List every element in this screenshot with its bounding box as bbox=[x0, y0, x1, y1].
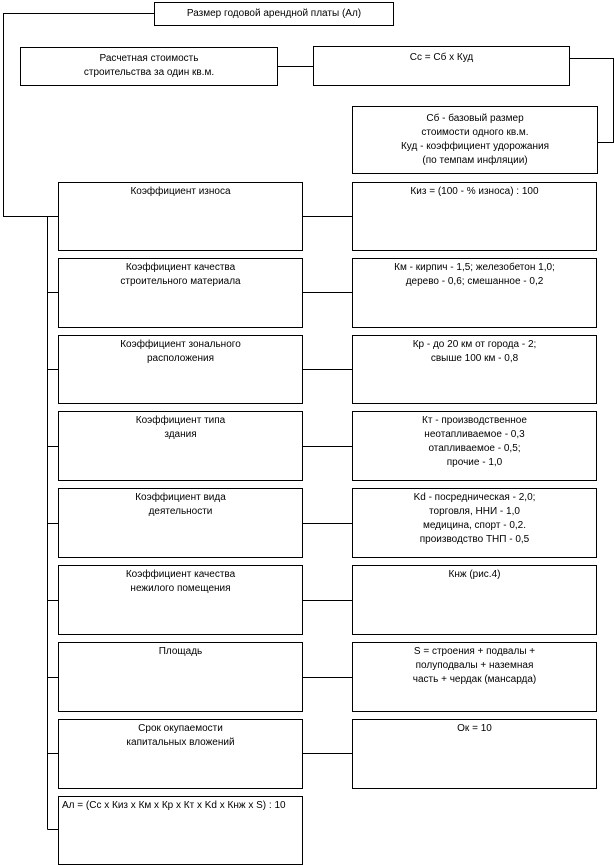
base-cost-line-4: (по темпам инфляции) bbox=[422, 155, 528, 166]
payback-desc: Ок = 10 bbox=[457, 723, 492, 734]
result-formula-box bbox=[58, 796, 303, 865]
coef-building-desc-box bbox=[352, 411, 597, 481]
annual-rent-label: Размер годовой арендной платы (Ал) bbox=[186, 8, 362, 19]
coef-wear-desc-box bbox=[352, 182, 597, 251]
payback-desc-box bbox=[352, 719, 597, 789]
coef-building-label-2: здания bbox=[164, 429, 197, 440]
area-desc-box bbox=[352, 642, 597, 712]
coef-building-box bbox=[58, 411, 303, 481]
coef-activity-desc-4: производство ТНП - 0,5 bbox=[419, 534, 530, 545]
construction-cost-box bbox=[20, 47, 278, 86]
payback-label-2: капитальных вложений bbox=[126, 737, 235, 748]
coef-zone-desc-2: свыше 100 км - 0,8 bbox=[430, 353, 519, 364]
coef-premises-box bbox=[58, 565, 303, 635]
coef-building-label-1: Коэффициент типа bbox=[135, 415, 226, 426]
coef-building-desc-2: неотапливаемое - 0,3 bbox=[424, 429, 525, 440]
area-desc-3: часть + чердак (мансарда) bbox=[412, 674, 537, 685]
coef-premises-desc-box bbox=[352, 565, 597, 635]
coef-zone-desc-1: Кр - до 20 км от города - 2; bbox=[412, 339, 537, 350]
coef-building-desc-3: отапливаемое - 0,5; bbox=[428, 443, 521, 454]
base-cost-line-2: стоимости одного кв.м. bbox=[421, 127, 529, 138]
result-formula-text: Ал = (Сс х Киз х Км х Кр х Кт х Kd х Кнж х S) : 10 bbox=[62, 800, 286, 811]
area-desc-1: S = строения + подвалы + bbox=[413, 646, 536, 657]
construction-cost-line-2: строительства за один кв.м. bbox=[83, 67, 215, 78]
coef-building-desc-4: прочие - 1,0 bbox=[446, 457, 503, 468]
coef-zone-box bbox=[58, 335, 303, 404]
base-cost-line-3: Куд - коэффициент удорожания bbox=[400, 141, 549, 152]
cost-formula-text: Сс = Сб х Куд bbox=[409, 52, 474, 63]
annual-rent-box bbox=[154, 2, 394, 26]
coef-material-label-1: Коэффициент качества bbox=[125, 262, 236, 273]
base-cost-box bbox=[352, 106, 598, 174]
coef-building-desc-1: Кт - производственное bbox=[422, 415, 527, 426]
payback-label-1: Срок окупаемости bbox=[138, 723, 223, 734]
coef-material-desc-1: Км - кирпич - 1,5; железобетон 1,0; bbox=[394, 262, 555, 273]
construction-cost-line-1: Расчетная стоимость bbox=[99, 53, 199, 64]
coef-zone-label-1: Коэффициент зонального bbox=[120, 339, 241, 350]
coef-activity-desc-2: торговля, ННИ - 1,0 bbox=[429, 506, 520, 517]
coef-zone-label-2: расположения bbox=[146, 353, 215, 364]
coef-wear-box bbox=[58, 182, 303, 251]
area-desc-2: полуподвалы + наземная bbox=[415, 660, 534, 671]
payback-box bbox=[58, 719, 303, 789]
coef-premises-label-1: Коэффициент качества bbox=[125, 569, 236, 580]
base-cost-line-1: Сб - базовый размер bbox=[426, 113, 524, 124]
coef-wear-desc: Киз = (100 - % износа) : 100 bbox=[410, 186, 539, 197]
coef-material-desc-2: дерево - 0,6; смешанное - 0,2 bbox=[405, 276, 544, 287]
area-box bbox=[58, 642, 303, 712]
coef-activity-desc-3: медицина, спорт - 0,2. bbox=[422, 520, 527, 531]
coef-material-label-2: строительного материала bbox=[120, 276, 241, 287]
coef-premises-desc: Кнж (рис.4) bbox=[448, 569, 501, 580]
coef-activity-desc-box bbox=[352, 488, 597, 558]
coef-zone-desc-box bbox=[352, 335, 597, 404]
cost-formula-box bbox=[313, 46, 570, 86]
coef-material-box bbox=[58, 258, 303, 328]
coef-wear-label: Коэффициент износа bbox=[130, 186, 231, 197]
coef-activity-box bbox=[58, 488, 303, 558]
coef-material-desc-box bbox=[352, 258, 597, 328]
coef-activity-desc-1: Kd - посредническая - 2,0; bbox=[413, 492, 536, 503]
coef-activity-label-2: деятельности bbox=[148, 506, 213, 517]
coef-activity-label-1: Коэффициент вида bbox=[135, 492, 226, 503]
coef-premises-label-2: нежилого помещения bbox=[130, 583, 231, 594]
area-label: Площадь bbox=[158, 646, 203, 657]
